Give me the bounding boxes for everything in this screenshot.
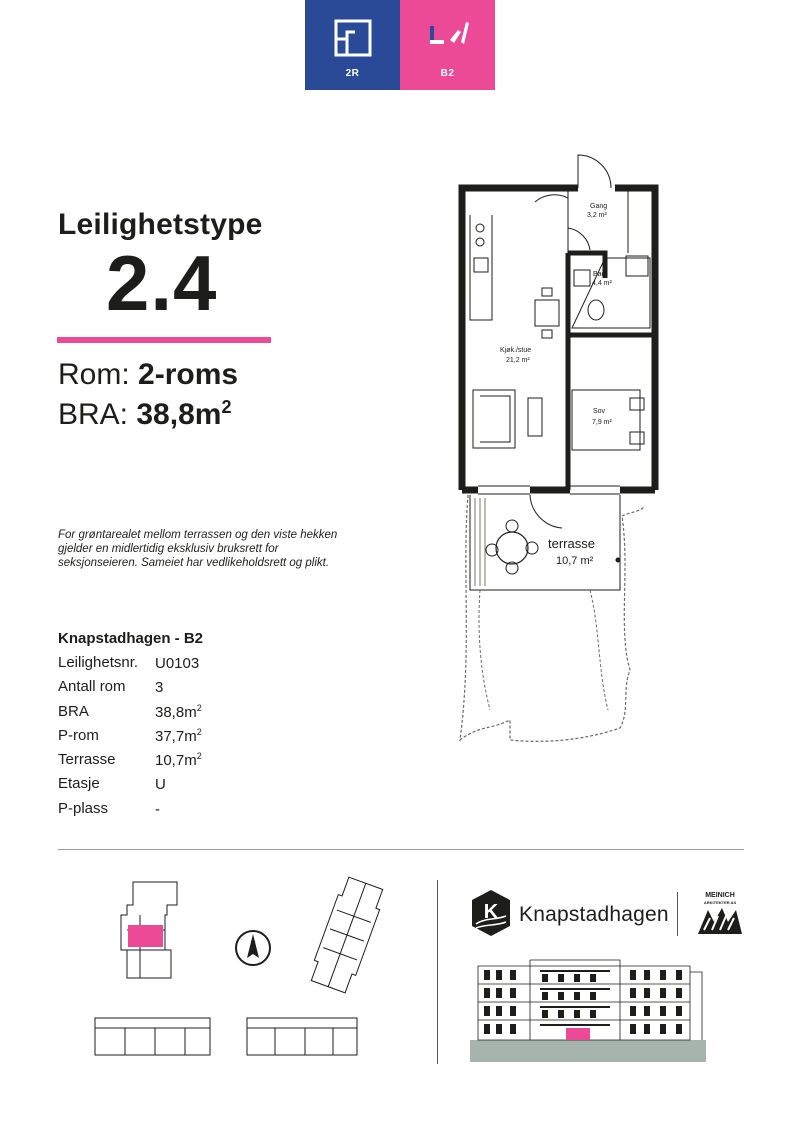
architect-logo [696,890,744,936]
room-gang-area: 3,2 m² [587,212,607,219]
room-bad-area: 4,4 m² [592,280,612,287]
info-row: P-plass - [58,799,160,818]
bra-value: $38,8m^2$ [136,397,232,431]
bra-label: BRA: [58,398,129,431]
info-row: P-rom $37,7m^2$ [58,726,202,745]
building-elevation [470,958,706,1064]
room-kjokken-area: 21,2 m² [506,357,530,364]
info-row: Terrasse $10,7m^2$ [58,751,202,770]
rooms-label: Rom: [58,358,130,391]
info-row: Leilighetsnr. U0103 [58,654,200,672]
architect-name: MEINICH ARKITEKTER AS [703,892,737,905]
rooms-value: 2-roms [138,358,239,391]
apartment-highlight [128,925,163,947]
badge-building-label: B2 [440,68,455,79]
apartment-type-number: 2.4 [106,239,218,327]
floorplan-icon [333,18,373,58]
brand-name: Knapstadhagen [519,903,669,926]
info-title: Knapstadhagen - B2 [58,630,204,647]
building-icon [428,18,470,48]
elevation-highlight [566,1028,590,1040]
rooms-summary [58,360,238,390]
room-kjokken-name: Kjøk./stue [500,347,532,354]
room-sov-area: 7,9 m² [592,419,612,426]
info-row: BRA $38,8m^2$ [58,702,202,721]
site-plan [85,870,430,1065]
room-gang-name: Gang [590,203,608,210]
brand-divider [677,892,678,936]
room-sov-name: Sov [593,408,606,415]
logo-letter: K [483,901,499,923]
compass-label: N [250,941,256,948]
pink-divider [57,337,271,343]
bra-summary [58,398,231,430]
section-divider [58,849,744,850]
knapstadhagen-logo-icon [468,888,514,938]
room-bad-name: Bad [593,271,606,278]
vertical-divider [437,880,438,1064]
architect-mark-icon [696,906,744,936]
badge-building [400,0,495,90]
badge-apartment-type [305,0,400,90]
room-terrasse-area: 10,7 m² [556,555,594,567]
usage-note: For grøntarealet mellom terrassen og den viste hekken gjelder en midlertidig eksklusiv bruksrett for seksjonseieren. Sameiet har vedlikeholdsrett og plikt. [58,529,338,569]
badge-type-label: 2R [345,68,360,79]
info-table [58,654,255,824]
apartment-type-label: Leilighetstype [58,208,263,241]
info-row: Etasje U [58,775,166,794]
info-row: Antall rom 3 [58,678,164,697]
room-terrasse-name: terrasse [548,536,595,551]
floor-plan [440,150,720,760]
